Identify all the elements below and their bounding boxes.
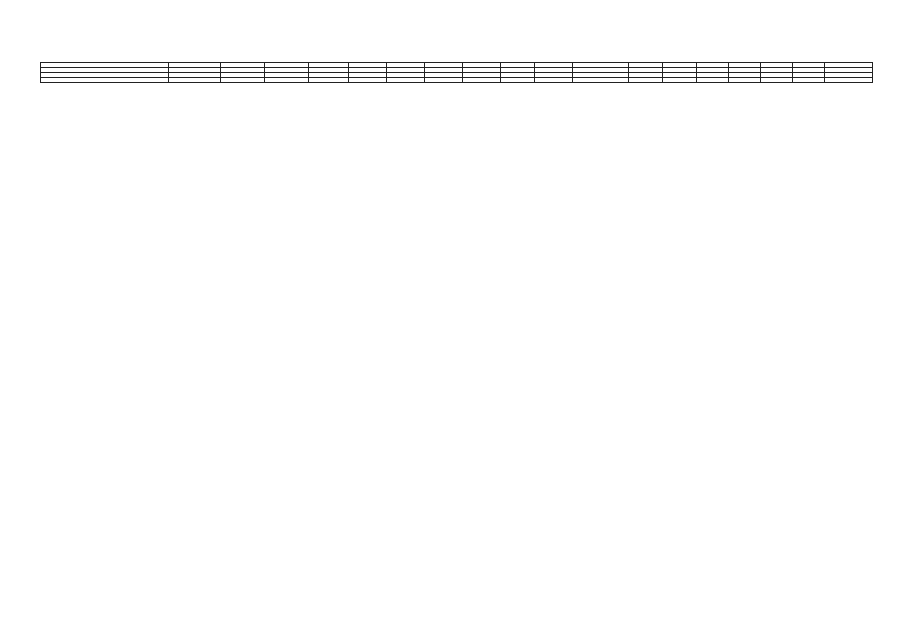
table-cell bbox=[663, 78, 697, 83]
document-table-container bbox=[40, 62, 872, 83]
table-cell bbox=[501, 78, 535, 83]
table-cell bbox=[425, 78, 463, 83]
table-cell bbox=[825, 78, 873, 83]
table-row bbox=[41, 78, 873, 83]
table-cell bbox=[535, 78, 573, 83]
table-cell bbox=[793, 78, 825, 83]
table-cell bbox=[729, 78, 761, 83]
table-cell bbox=[265, 78, 309, 83]
table-cell bbox=[463, 78, 501, 83]
table-cell bbox=[573, 78, 629, 83]
table-cell bbox=[761, 78, 793, 83]
table-body bbox=[41, 63, 873, 83]
table-cell bbox=[169, 78, 221, 83]
table-cell bbox=[697, 78, 729, 83]
table-cell bbox=[349, 78, 387, 83]
document-table bbox=[40, 62, 873, 83]
table-cell bbox=[387, 78, 425, 83]
table-cell bbox=[309, 78, 349, 83]
table-cell bbox=[629, 78, 663, 83]
table-cell bbox=[221, 78, 265, 83]
table-cell bbox=[41, 78, 169, 83]
